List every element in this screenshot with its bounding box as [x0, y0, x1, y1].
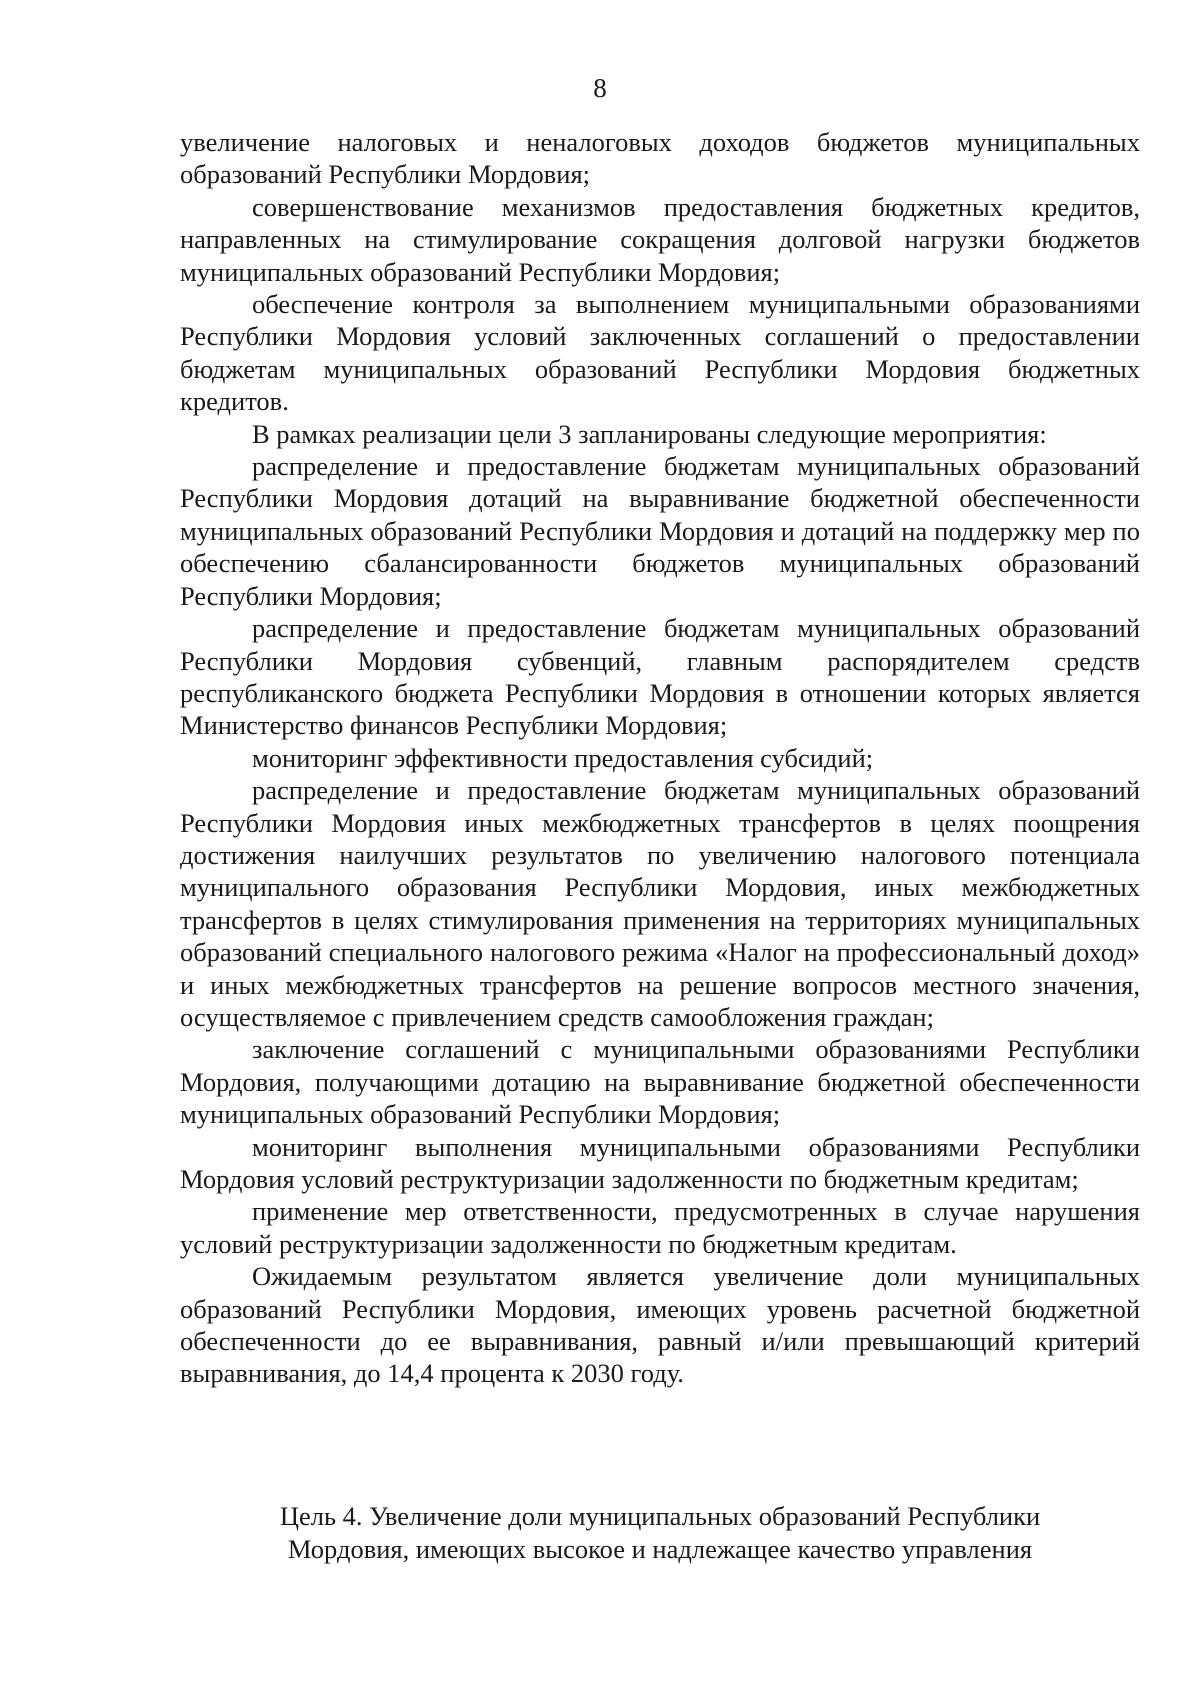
paragraph: распределение и предоставление бюджетам муниципальных образований Республики Мордовия субвенций, главным распорядителем средств республиканского бюджета Республики Мордовия в отношении которых является Министерство финансов Республики Мордовия;	[180, 613, 1140, 741]
paragraph: увеличение налоговых и неналоговых доходов бюджетов муниципальных образований Республики Мордовия;	[180, 127, 1140, 190]
page-number: 8	[593, 73, 607, 103]
paragraph: мониторинг выполнения муниципальными образованиями Республики Мордовия условий реструктуризации задолженности по бюджетным кредитам;	[180, 1131, 1140, 1194]
paragraph: В рамках реализации цели 3 запланированы следующие мероприятия:	[252, 418, 1047, 449]
section-heading-line: Мордовия, имеющих высокое и надлежащее качество управления	[287, 1534, 1033, 1564]
paragraph: применение мер ответственности, предусмотренных в случае нарушения условий реструктуризации задолженности по бюджетным кредитам.	[180, 1196, 1140, 1259]
paragraph: Ожидаемым результатом является увеличение доли муниципальных образований Республики Мордовия, имеющих уровень расчетной бюджетной обеспеченности до ее выравнивания, равный и/или превышающий критерий выравнивания, до 14,4 процента к 2030 году.	[180, 1261, 1140, 1389]
section-heading	[180, 1500, 1140, 1566]
section-heading-line: Цель 4. Увеличение доли муниципальных образований Республики	[279, 1501, 1041, 1531]
paragraph: совершенствование механизмов предоставления бюджетных кредитов, направленных на стимулирование сокращения долговой нагрузки бюджетов муниципальных образований Республики Мордовия;	[180, 191, 1140, 287]
paragraph: мониторинг эффективности предоставления субсидий;	[252, 742, 874, 773]
paragraph: распределение и предоставление бюджетам муниципальных образований Республики Мордовия иных межбюджетных трансфертов в целях поощрения достижения наилучших результатов по увеличению налогового потенциала муниципального образования Республики Мордовия, иных межбюджетных трансфертов в целях стимулирования применения на территориях муниципальных образований специального налогового режима «Налог на профессиональный доход» и иных межбюджетных трансфертов на решение вопросов местного значения, осуществляемое с привлечением средств самообложения граждан;	[180, 775, 1140, 1032]
paragraph: заключение соглашений с муниципальными образованиями Республики Мордовия, получающими дотацию на выравнивание бюджетной обеспеченности муниципальных образований Республики Мордовия;	[180, 1034, 1140, 1130]
paragraph: распределение и предоставление бюджетам муниципальных образований Республики Мордовия дотаций на выравнивание бюджетной обеспеченности муниципальных образований Республики Мордовия и дотаций на поддержку мер по обеспечению сбалансированности бюджетов муниципальных образований Республики Мордовия;	[180, 451, 1140, 611]
document-body	[180, 126, 1140, 1390]
paragraph: обеспечение контроля за выполнением муниципальными образованиями Республики Мордовия условий заключенных соглашений о предоставлении бюджетам муниципальных образований Республики Мордовия бюджетных кредитов.	[180, 289, 1140, 417]
